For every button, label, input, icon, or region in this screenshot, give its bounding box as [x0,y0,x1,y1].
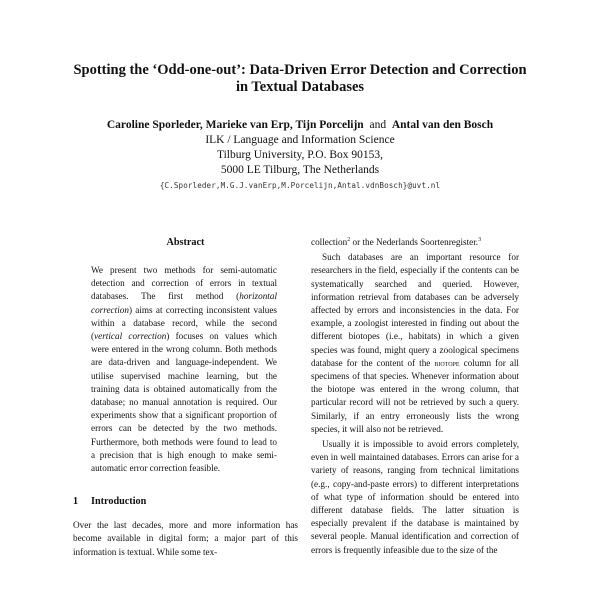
paper-title-line-2: in Textual Databases [235,79,365,95]
author-email[interactable]: {C.Sporleder,M.G.J.vanErp,M.Porcelijn,Antal.vdnBosch}@uvt.nl [159,181,441,190]
left-column [73,236,298,559]
author-names: Caroline Sporleder, Marieke van Erp, Tijn Porcelijn [106,119,364,131]
body-text: Such databases are an important resource for researchers in the field, especially if the contents can be systematically searched and queried. However, information retrieval from databases can be adversely affected by errors and inconsistencies in the data. For example, a zoologist interested in finding out about the different biotopes (i.e., habitats) in which a given species was found, might query a zoological specimens database for the content of the [311,252,519,368]
footnote-marker[interactable]: 3 [478,236,482,243]
footnote-marker[interactable]: 2 [347,236,351,243]
column-name-biotope: biotope [434,357,460,368]
abstract-emphasis: horizontal correction [91,291,277,315]
abstract-body [91,264,277,475]
affiliation-line: Tilburg University, P.O. Box 90153, [216,149,384,161]
body-paragraph [311,251,519,436]
continued-paragraph [311,236,519,249]
body-text: column for all specimens of that species. Whenever information about the biotope was entered in the wrong column, that particular record will not be retrieved by such a query. Similarly, if an entry erroneously lists the wrong species, it will also not be retrieved. [311,357,519,434]
continued-text: collection [311,237,348,247]
author-block [40,118,560,194]
continued-text: or the Nederlands Soortenregister. [350,237,479,247]
abstract-emphasis: vertical correction [94,331,167,342]
section-title: Introduction [91,496,147,508]
author-and: and [369,119,387,131]
section-heading-introduction [73,495,298,509]
abstract-text: ) focuses on values which were entered in the wrong column. Both methods are data-driven and language-independent. We utilise supervised machine learning, but the training data is obtained automatically from the database; no manual annotation is required. Our experiments show that a significant proportion of errors can be detected by the two methods. Furthermore, both methods were found to lead to a precision that is high enough to make semi-automatic error correction feasible. [91,331,277,474]
introduction-paragraph: Over the last decades, more and more information has become available in digital form; a major part of this information is textual. While some tex- [73,520,298,557]
affiliation-line: 5000 LE Tilburg, The Netherlands [220,164,380,176]
right-column [311,236,519,557]
section-number: 1 [73,496,79,508]
abstract-heading: Abstract [166,237,205,248]
abstract-text: ) aims at correcting inconsistent values within a database record, while the second ( [91,304,277,342]
paper-title [60,62,540,96]
body-paragraph: Usually it is impossible to avoid errors completely, even in well maintained databases. Errors can arise for a variety of reasons, ranging from technical limitations (e.g., copy-and-paste errors) to different interpretations of what type of information should be entered into different database fields. The latter situation is especially prevalent if the database is maintained by several people. Manual identification and correction of errors is frequently infeasible due to the size of the [311,439,519,555]
author-line [40,118,560,133]
paper-title-line-1: Spotting the ‘Odd-one-out’: Data-Driven Error Detection and Correction [73,62,527,78]
author-last: Antal van den Bosch [391,119,494,131]
abstract-text: We present two methods for semi-automatic detection and correction of errors in textual databases. The first method ( [91,265,277,302]
affiliation-line: ILK / Language and Information Science [205,134,395,146]
